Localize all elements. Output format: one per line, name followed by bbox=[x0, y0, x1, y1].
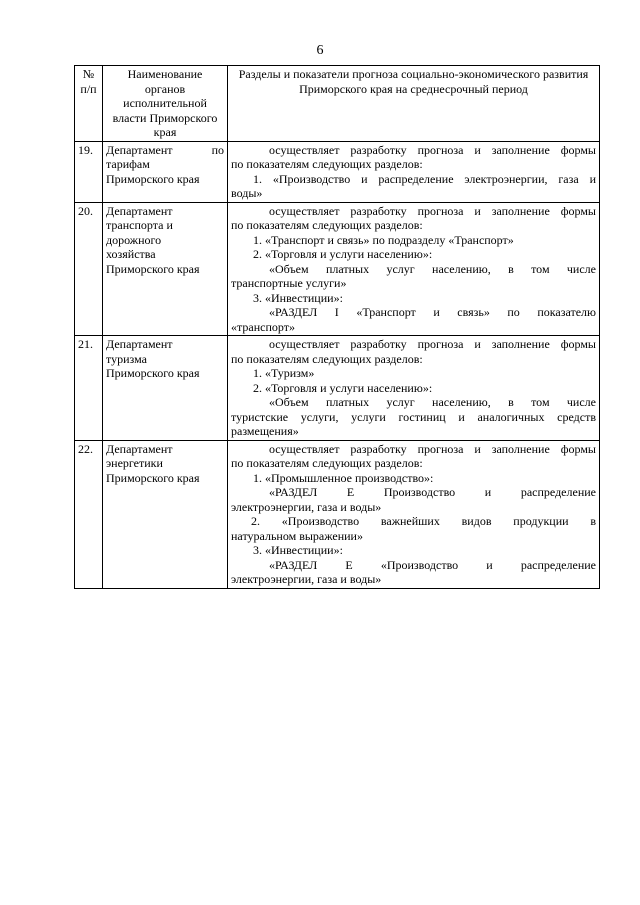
sections-list-item: 3. «Инвестиции»: bbox=[253, 543, 343, 557]
table-row bbox=[75, 440, 600, 588]
sections-line: «РАЗДЕЛ I «Транспорт и связь» по показателю bbox=[269, 305, 596, 319]
row-number: 19. bbox=[75, 141, 103, 202]
sections-line: «транспорт» bbox=[231, 319, 295, 334]
sections-line: «Объем платных услуг населению, в том числе bbox=[269, 395, 596, 409]
table-header-row bbox=[75, 66, 600, 142]
organ-name-line: хозяйства bbox=[106, 247, 156, 261]
sections-line: электроэнергии, газа и воды» bbox=[231, 499, 382, 514]
sections-line: по показателям следующих разделов: bbox=[231, 456, 423, 470]
row-number: 22. bbox=[75, 440, 103, 588]
organ-name-line: Департамент bbox=[106, 441, 173, 456]
sections-list-item: 2. «Производство важнейших видов продукции в bbox=[251, 514, 596, 528]
table-row bbox=[75, 336, 600, 441]
sections-line: транспортные услуги» bbox=[231, 276, 347, 290]
organ-name-line: транспорта и bbox=[106, 218, 173, 232]
sections-line: «РАЗДЕЛ Е «Производство и распределение bbox=[269, 557, 596, 572]
row-number: 20. bbox=[75, 202, 103, 336]
sections-line: воды» bbox=[231, 186, 263, 200]
organ-name bbox=[103, 440, 228, 588]
organ-name-line: Приморского края bbox=[106, 366, 200, 380]
sections-line: размещения» bbox=[231, 424, 299, 438]
sections-line: осуществляет разработку прогноза и заполнение формы bbox=[269, 142, 596, 157]
organ-name-line: Приморского края bbox=[106, 171, 200, 186]
forecast-responsibility-table bbox=[74, 65, 600, 589]
sections-cell bbox=[228, 141, 600, 202]
sections-list-item: 1. «Промышленное производство»: bbox=[253, 470, 434, 485]
sections-list-item: 3. «Инвестиции»: bbox=[253, 290, 343, 305]
table-row bbox=[75, 202, 600, 336]
organ-name-line: Приморского края bbox=[106, 470, 200, 485]
sections-line: «РАЗДЕЛ Е Производство и распределение bbox=[269, 485, 596, 499]
sections-list-item: 1. «Производство и распределение электроэнергии, газа и bbox=[253, 171, 596, 186]
organ-name bbox=[103, 141, 228, 202]
sections-line: осуществляет разработку прогноза и заполнение формы bbox=[269, 203, 596, 218]
organ-name-line: дорожного bbox=[106, 232, 162, 247]
organ-name-line: Департамент bbox=[106, 337, 173, 351]
header-number: № п/п bbox=[75, 66, 103, 142]
page-number: 6 bbox=[316, 43, 324, 58]
sections-line: по показателям следующих разделов: bbox=[231, 351, 423, 366]
sections-line: туристские услуги, услуги гостиниц и аналогичных средств bbox=[231, 409, 596, 424]
sections-line: по показателям следующих разделов: bbox=[231, 157, 423, 171]
header-organ-name: Наименование органов исполнительной власти Приморского края bbox=[103, 66, 228, 142]
organ-name-line: туризма bbox=[106, 351, 147, 366]
sections-line: электроэнергии, газа и воды» bbox=[231, 572, 382, 586]
table-row bbox=[75, 141, 600, 202]
organ-name-line: Департамент bbox=[106, 142, 173, 157]
sections-list-item: 2. «Торговля и услуги населению»: bbox=[253, 380, 433, 395]
sections-cell bbox=[228, 202, 600, 336]
sections-line: «Объем платных услуг населению, в том числе bbox=[269, 261, 596, 276]
sections-line: осуществляет разработку прогноза и заполнение формы bbox=[269, 337, 596, 351]
organ-name-line: тарифам bbox=[106, 157, 150, 171]
header-sections: Разделы и показатели прогноза социально-экономического развития Приморского края на среднесрочный период bbox=[228, 66, 600, 142]
sections-list-item: 1. «Туризм» bbox=[253, 366, 315, 380]
organ-name bbox=[103, 336, 228, 441]
sections-list-item: 1. «Транспорт и связь» по подразделу «Транспорт» bbox=[253, 232, 514, 247]
row-number: 21. bbox=[75, 336, 103, 441]
organ-name-line: Департамент bbox=[106, 203, 173, 218]
sections-cell bbox=[228, 440, 600, 588]
sections-cell bbox=[228, 336, 600, 441]
organ-name-line: энергетики bbox=[106, 456, 163, 470]
sections-line: натуральном выражении» bbox=[231, 528, 363, 543]
organ-name-line: по bbox=[211, 142, 224, 157]
sections-line: по показателям следующих разделов: bbox=[231, 218, 423, 232]
sections-line: осуществляет разработку прогноза и заполнение формы bbox=[269, 441, 596, 456]
sections-list-item: 2. «Торговля и услуги населению»: bbox=[253, 247, 433, 261]
organ-name-line: Приморского края bbox=[106, 261, 200, 276]
organ-name bbox=[103, 202, 228, 336]
